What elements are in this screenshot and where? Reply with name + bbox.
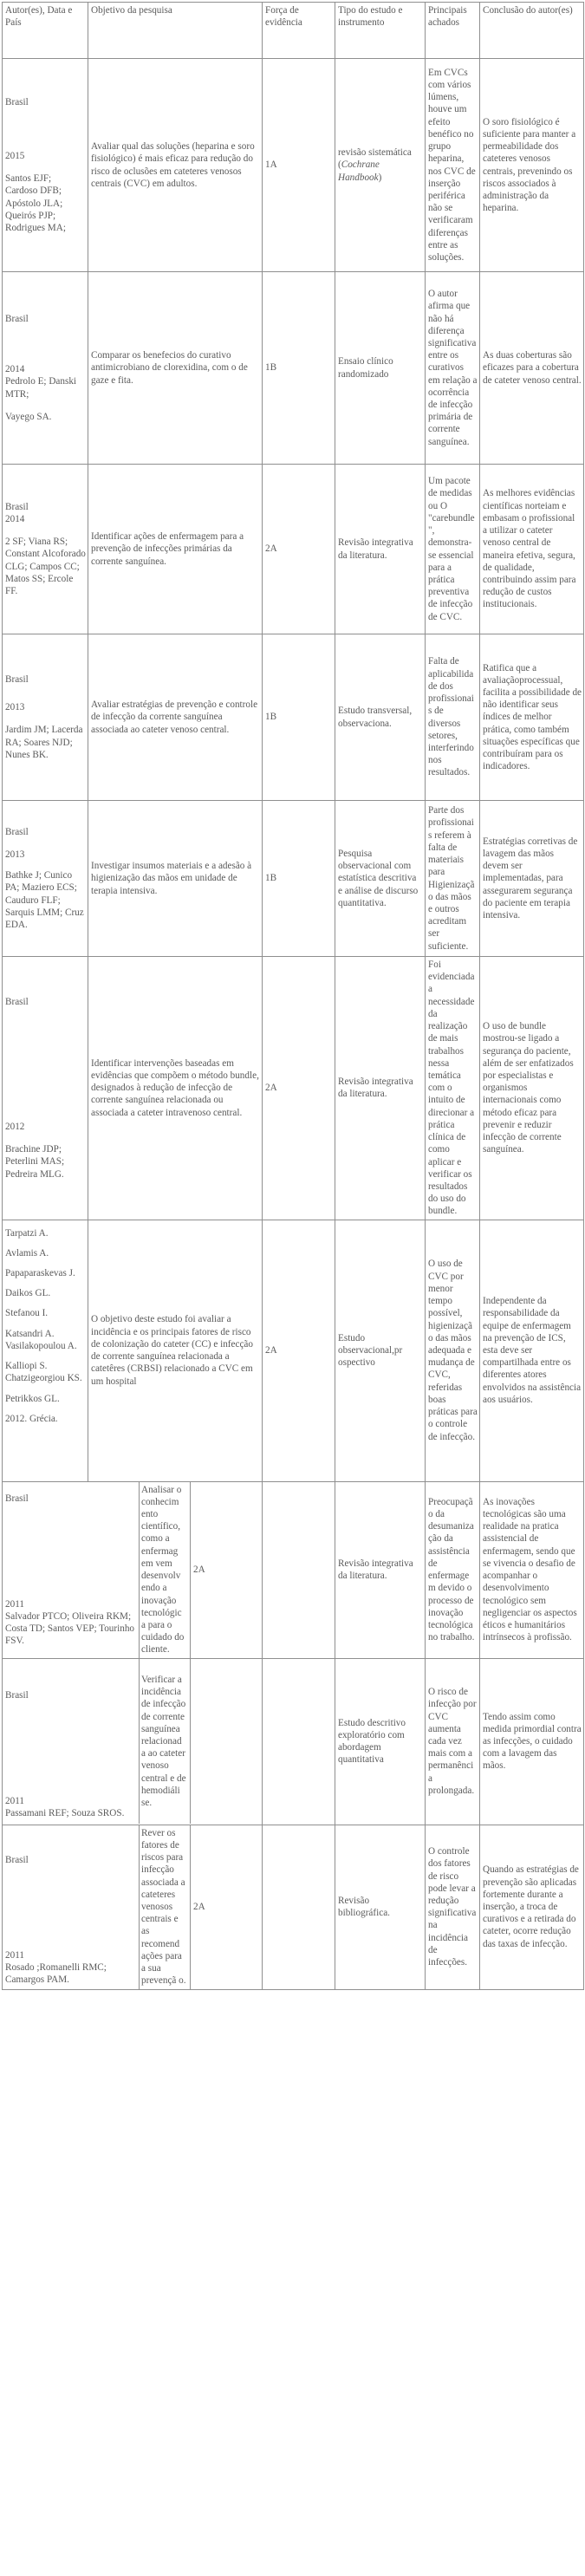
author-country: Brasil	[5, 501, 29, 512]
findings-cell: Parte dos profissionais referem à falta de materiais para Higienizaçã o das mãos e outros acreditam ser suficiente.	[426, 801, 480, 957]
findings-cell: O autor afirma que não há diferença significativa entre os curativos em relação a ocorrência de infecção primária de corrente sanguínea.	[426, 272, 480, 465]
author-country: Brasil	[5, 1493, 29, 1504]
objective-text: Analisar o conhecim ento científico, como a enfermag em vem desenvolv endo a inovação tecnológic a para o cuidado do cliente.	[141, 1484, 185, 1656]
study-type-cell: Ensaio clínico randomizado	[335, 272, 426, 465]
objective-text: Verificar a incidência de infecção de corrente sanguínea relacionad a ao cateter venoso central e de hemodiáli se.	[141, 1674, 186, 1809]
author-cell	[3, 59, 88, 272]
conclusion-cell: As duas coberturas são eficazes para a cobertura de cateter venoso central.	[480, 272, 584, 465]
table-header-row	[3, 3, 584, 59]
author-names: 2 SF; Viana RS; Constant Alcoforado CLG; Campos CC; Matos SS; Ercole FF.	[5, 537, 86, 597]
findings-cell: Um pacote de medidas ou O "carebundle", demonstra-se essencial para a prática preventiva de infecção de CVC.	[426, 465, 480, 634]
author-year: 2015	[5, 150, 25, 161]
findings-cell: O uso de CVC por menor tempo possível, higienizaçã o das mãos adequada e mudança de CVC, referidas boas práticas para o controle de infecção.	[426, 1220, 480, 1481]
author-year: 2013	[5, 849, 25, 860]
objective-cell: Identificar ações de enfermagem para a prevenção de infecções primárias da corrente sanguínea.	[88, 465, 263, 634]
evidence-cell: 1B	[263, 634, 335, 801]
table-row	[3, 957, 584, 1220]
author-cell	[3, 801, 88, 957]
table-row	[3, 59, 584, 272]
spacer-cell	[263, 1658, 335, 1825]
evidence-cell	[190, 1482, 262, 1658]
author-cell	[3, 272, 88, 465]
evidence-cell: 1B	[263, 272, 335, 465]
conclusion-cell: Independente da responsabilidade da equipe de enfermagem na prevenção de ICS, esta deve ser compartilhada entre os diferentes atores envolvidos na assistência aos usuários.	[480, 1220, 584, 1481]
author-name: Chatzigeorgiou KS.	[5, 1373, 82, 1384]
author-cell	[3, 1220, 88, 1481]
author-year: 2014	[5, 364, 25, 375]
conclusion-cell: Quando as estratégias de prevenção são aplicadas fortemente durante a inserção, a troca de curativos e a retirada do cateter, ocorre redução das taxas de infecção.	[480, 1825, 584, 1989]
study-type-cell	[335, 59, 426, 272]
conclusion-cell: Tendo assim como medida primordial contra as infecções, o cuidado com a lavagem das mãos.	[480, 1658, 584, 1825]
objective-cell: Avaliar qual das soluções (heparina e soro fisiológico) é mais eficaz para redução do risco de oclusões em cateteres venosos centrais (CVC) em adultos.	[88, 59, 263, 272]
author-objective-cell	[3, 1825, 263, 1989]
table-row	[3, 801, 584, 957]
conclusion-cell: O soro fisiológico é suficiente para manter a permeabilidade dos cateteres venosos centrais, prevenindo os riscos associados à administração da heparina.	[480, 59, 584, 272]
author-name: Vasilakopoulou A.	[5, 1340, 77, 1351]
study-type-cell: Estudo descritivo exploratório com abordagem quantitativa	[335, 1658, 426, 1825]
evidence-cell: 2A	[263, 957, 335, 1220]
author-name: Daikos GL.	[5, 1288, 51, 1299]
evidence-cell: 1A	[263, 59, 335, 272]
results-table	[2, 2, 584, 1990]
conclusion-cell: Estratégias corretivas de lavagem das mãos devem ser implementadas, para assegurarem segurança do paciente em terapia intensiva.	[480, 801, 584, 957]
findings-cell: Foi evidenciada a necessidade da realização de mais trabalhos nessa temática com o intuito de direcionar a prática clínica de como aplicar e verificar os resultados do uso do bundle.	[426, 957, 480, 1220]
findings-cell: O risco de infecção por CVC aumenta cada vez mais com a permanênci a prolongada.	[426, 1658, 480, 1825]
evidence-text: 2A	[193, 1564, 205, 1576]
author-cell	[3, 634, 88, 801]
author-year: 2014	[5, 513, 25, 524]
study-type-cell: Estudo observacional,pr ospectivo	[335, 1220, 426, 1481]
table-row	[3, 634, 584, 801]
header-conclusion: Conclusão do autor(es)	[480, 3, 584, 59]
findings-cell: Falta de aplicabilida de dos profissionai s de diversos setores, interferindo nos resultados.	[426, 634, 480, 801]
author-cell	[3, 1482, 139, 1658]
author-name: Petrikkos GL.	[5, 1393, 60, 1404]
author-year: 2013	[5, 702, 25, 713]
study-type-cell: Revisão bibliográfica.	[335, 1825, 426, 1989]
author-names: Pedrolo E; Danski MTR;	[5, 376, 77, 400]
author-name: Avlamis A.	[5, 1247, 49, 1259]
evidence-cell: 2A	[263, 465, 335, 634]
study-type-cell: Pesquisa observacional com estatística descritiva e análise de discurso quantitativa.	[335, 801, 426, 957]
author-year: 2012	[5, 1121, 25, 1132]
objective-cell: Investigar insumos materiais e a adesão à higienização das mãos em unidade de terapia intensiva.	[88, 801, 263, 957]
objective-cell: Identificar intervenções baseadas em evidências que compõem o método bundle, designados à redução de infecção de corrente sanguínea relacionada ou associada a cateter intravenoso central.	[88, 957, 263, 1220]
conclusion-cell: Ratifica que a avaliaçãoprocessual, facilita a possibilidade de não identificar seus índices de melhor prática, como também situações específicas que contribuíram para os indicadores.	[480, 634, 584, 801]
spacer-cell	[263, 1481, 335, 1658]
objective-cell	[139, 1825, 190, 1989]
evidence-cell	[190, 1825, 262, 1989]
author-names-2: Vayego SA.	[5, 411, 52, 422]
table-row	[3, 465, 584, 634]
objective-cell	[139, 1482, 190, 1658]
author-country: Brasil	[5, 96, 29, 107]
header-evidence: Força de evidência	[263, 3, 335, 59]
objective-cell: Comparar os benefecios do curativo antimicrobiano de clorexidina, com o de gaze e fita.	[88, 272, 263, 465]
header-objective: Objetivo da pesquisa	[88, 3, 263, 59]
author-year: 2011	[5, 1796, 24, 1807]
findings-cell: Preocupaçã o da desumaniza ção da assistência de enfermage m devido o processo de inovação tecnológica no trabalho.	[426, 1481, 480, 1658]
table-row	[3, 1220, 584, 1481]
evidence-cell: 1B	[263, 801, 335, 957]
objective-cell: Avaliar estratégias de prevenção e controle de infecção da corrente sanguínea associada ao cateter venoso central.	[88, 634, 263, 801]
author-names: Brachine JDP; Peterlini MAS; Pedreira MLG.	[5, 1144, 65, 1180]
evidence-text: 2A	[193, 1902, 205, 1913]
conclusion-cell: As melhores evidências científicas norteiam e embasam o profissional a utilizar o cateter venoso central de maneira efetiva, segura, de qualidade, contribuindo assim para redução de custos institucionais.	[480, 465, 584, 634]
author-country: Brasil	[5, 1854, 29, 1865]
table-row	[3, 1825, 584, 1989]
author-names: Rosado ;Romanelli RMC; Camargos PAM.	[5, 1962, 107, 1986]
author-year: 2011	[5, 1598, 24, 1610]
table-row	[3, 1481, 584, 1658]
study-type-cell: Revisão integrativa da literatura.	[335, 465, 426, 634]
evidence-cell	[190, 1659, 262, 1824]
author-cell	[3, 465, 88, 634]
author-country: Brasil	[5, 996, 29, 1007]
author-name: Papaparaskevas J.	[5, 1268, 75, 1279]
author-year-country: 2012. Grécia.	[5, 1413, 58, 1424]
author-names: Jardim JM; Lacerda RA; Soares NJD; Nunes BK.	[5, 725, 83, 760]
evidence-cell: 2A	[263, 1220, 335, 1481]
author-country: Brasil	[5, 826, 29, 837]
author-cell	[3, 1825, 139, 1989]
author-name: Katsandri A.	[5, 1328, 55, 1339]
objective-cell	[139, 1659, 190, 1824]
study-type-italic: Cochrane Handbook	[338, 159, 380, 183]
author-names: Salvador PTCO; Oliveira RKM; Costa TD; Santos VEP; Tourinho FSV.	[5, 1611, 135, 1647]
study-type-cell: Estudo transversal, observaciona.	[335, 634, 426, 801]
study-type-cell: Revisão integrativa da literatura.	[335, 1481, 426, 1658]
author-cell	[3, 957, 88, 1220]
header-study-type: Tipo do estudo e instrumento	[335, 3, 426, 59]
author-country: Brasil	[5, 673, 29, 685]
study-type-end: )	[378, 172, 382, 183]
author-names: Passamani REF; Souza SROS.	[5, 1808, 125, 1819]
table-row	[3, 272, 584, 465]
author-country: Brasil	[5, 1689, 29, 1701]
header-author: Autor(es), Data e País	[3, 3, 88, 59]
spacer-cell	[263, 1825, 335, 1989]
study-type-cell: Revisão integrativa da literatura.	[335, 957, 426, 1220]
author-names: Bathke J; Cunico PA; Maziero ECS; Cauduro FLF; Sarquis LMM; Cruz EDA.	[5, 870, 84, 931]
author-country: Brasil	[5, 313, 29, 324]
conclusion-cell: As inovações tecnológicas são uma realidade na pratica assistencial de enfermagem, sendo que se vivencia o desafio de acompanhar o desenvolvimento tecnológico sem negligenciar os aspectos éticos e humanitários intrínsecos à profissão.	[480, 1481, 584, 1658]
author-name: Kalliopi S.	[5, 1361, 48, 1372]
author-objective-cell	[3, 1481, 263, 1658]
author-objective-cell	[3, 1658, 263, 1825]
findings-cell: Em CVCs com vários lúmens, houve um efeito benéfico no grupo heparina, nos CVC de inserção periférica não se verificaram diferenças entre as soluções.	[426, 59, 480, 272]
author-year: 2011	[5, 1949, 24, 1961]
table-row	[3, 1658, 584, 1825]
objective-text: Rever os fatores de riscos para infecção associada a cateteres venosos centrais e as recomend ações para a sua prevençã o.	[141, 1827, 186, 1987]
author-name: Stefanou I.	[5, 1308, 49, 1319]
conclusion-cell: O uso de bundle mostrou-se ligado a segurança do paciente, além de ser enfatizados por especialistas e organismos internacionais como método eficaz para prevenir e reduzir infecção de corrente sanguínea.	[480, 957, 584, 1220]
header-findings: Principais achados	[426, 3, 480, 59]
author-name: Tarpatzi A.	[5, 1227, 49, 1239]
author-names: Santos EJF; Cardoso DFB; Apóstolo JLA; Queirós PJP; Rodrigues MA;	[5, 173, 66, 234]
objective-cell: O objetivo deste estudo foi avaliar a incidência e os principais fatores de risco de colonização do cateter (CC) e infecção de corrente sanguínea relacionada a catetêres (CRBSI) relacionado a CVC em um hospital	[88, 1220, 263, 1481]
study-type-text: revisão sistemática (	[338, 147, 412, 171]
author-cell	[3, 1659, 139, 1824]
findings-cell: O controle dos fatores de risco pode levar a redução significativa na incidência de infecções.	[426, 1825, 480, 1989]
